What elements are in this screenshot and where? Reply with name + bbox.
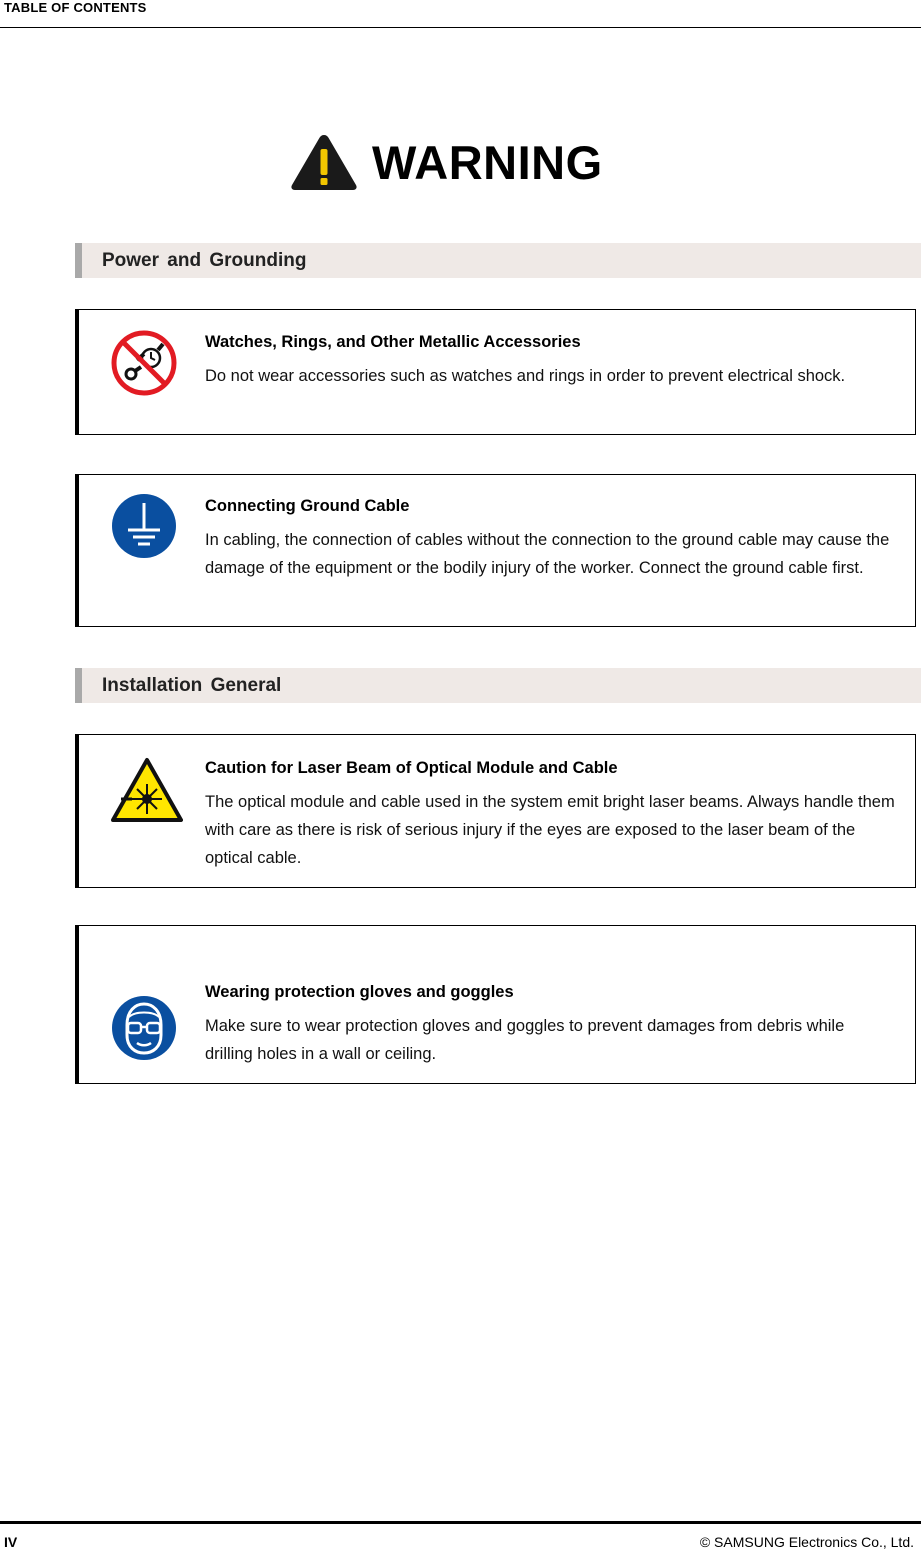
warning-heading: WARNING (372, 135, 603, 189)
notice-text: Make sure to wear protection gloves and goggles to prevent damages from debris while drilling holes in a wall or ceiling. (205, 1017, 845, 1063)
header-divider (0, 27, 921, 28)
notice-laser-beam (75, 734, 916, 888)
notice-body (205, 331, 895, 390)
section-header-power-grounding (75, 243, 921, 278)
laser-warning-icon (111, 757, 183, 823)
notice-title: Connecting Ground Cable (205, 497, 410, 515)
notice-title: Watches, Rings, and Other Metallic Accessories (205, 333, 581, 351)
notice-ground-cable (75, 474, 916, 627)
notice-text: In cabling, the connection of cables without the connection to the ground cable may cause the damage of the equipment or the bodily injury of the worker. Connect the ground cable first. (205, 531, 890, 577)
ground-icon (111, 493, 177, 559)
page-number: IV (4, 1534, 18, 1550)
notice-text: Do not wear accessories such as watches and rings in order to prevent electrical shock. (205, 367, 846, 385)
section-title: Installation General (102, 674, 282, 696)
notice-protection-gear (75, 925, 916, 1084)
section-header-installation-general (75, 668, 921, 703)
notice-metallic-accessories (75, 309, 916, 435)
no-metallic-accessories-icon (111, 330, 177, 396)
wear-goggles-icon (111, 995, 177, 1061)
warning-triangle-icon (290, 133, 358, 191)
notice-body (205, 495, 895, 582)
section-title: Power and Grounding (102, 249, 307, 271)
notice-text: The optical module and cable used in the system emit bright laser beams. Always handle them with care as there is risk of serious injury if the eyes are exposed to the laser beam of the optical cable. (205, 793, 895, 867)
footer-divider (0, 1521, 921, 1524)
copyright: © SAMSUNG Electronics Co., Ltd. (699, 1534, 914, 1550)
notice-body (205, 981, 895, 1068)
warning-banner (290, 132, 603, 192)
running-header-title: TABLE OF CONTENTS (4, 0, 147, 15)
notice-body (205, 757, 895, 872)
notice-title: Wearing protection gloves and goggles (205, 983, 514, 1001)
notice-title: Caution for Laser Beam of Optical Module and Cable (205, 759, 618, 777)
